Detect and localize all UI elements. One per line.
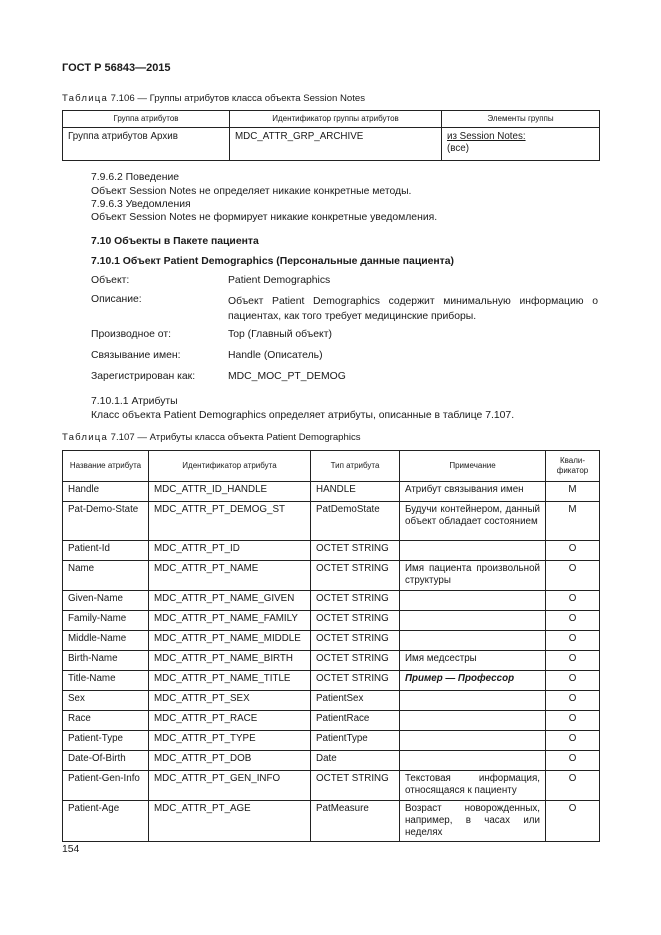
table-106-caption <box>62 93 365 104</box>
section-title: 7.9.6.3 Уведомления <box>91 199 191 210</box>
cell-qualifier: M <box>546 482 600 502</box>
cell-elements <box>442 128 600 161</box>
cell-qualifier: O <box>546 801 600 842</box>
page-number: 154 <box>62 844 80 855</box>
cell-attr-type: OCTET STRING <box>311 671 400 691</box>
table-row <box>63 751 600 771</box>
cell-qualifier: O <box>546 731 600 751</box>
table-row <box>63 482 600 502</box>
column-header: Идентификатор группы атрибутов <box>230 111 442 128</box>
table-row <box>63 502 600 541</box>
section-title: 7.9.6.2 Поведение <box>91 172 180 183</box>
cell-attr-id: MDC_ATTR_PT_RACE <box>149 711 311 731</box>
cell-attr-name: Name <box>63 561 149 591</box>
cell-attr-name: Patient-Type <box>63 731 149 751</box>
cell-note: Возраст новорожденных, например, в часах или неделях <box>400 801 546 842</box>
cell-attr-id: MDC_ATTR_PT_AGE <box>149 801 311 842</box>
cell-attr-name: Patient-Age <box>63 801 149 842</box>
column-header: Элементы группы <box>442 111 600 128</box>
cell-attr-type: PatientRace <box>311 711 400 731</box>
table-row <box>63 631 600 651</box>
table-row <box>63 691 600 711</box>
cell-attr-name: Title-Name <box>63 671 149 691</box>
cell-note: Имя пациента произвольной структуры <box>400 561 546 591</box>
table-row <box>63 128 600 161</box>
cell-attr-id: MDC_ATTR_PT_NAME_BIRTH <box>149 651 311 671</box>
paragraph: Объект Session Notes не определяет никакие конкретные методы. <box>91 186 412 197</box>
cell-attr-id: MDC_ATTR_PT_DOB <box>149 751 311 771</box>
table-row <box>63 671 600 691</box>
prop-label: Связывание имен: <box>91 350 181 361</box>
caption-prefix: Таблица <box>62 93 109 104</box>
cell-attr-name: Handle <box>63 482 149 502</box>
cell-attr-type: OCTET STRING <box>311 771 400 801</box>
cell-note <box>400 591 546 611</box>
cell-qualifier: O <box>546 671 600 691</box>
cell-attr-id: MDC_ATTR_PT_NAME <box>149 561 311 591</box>
cell-attr-type: PatMeasure <box>311 801 400 842</box>
cell-qualifier: O <box>546 691 600 711</box>
cell-qualifier: O <box>546 541 600 561</box>
cell-note <box>400 631 546 651</box>
cell-qualifier: O <box>546 651 600 671</box>
cell-qualifier: M <box>546 502 600 541</box>
cell-note: Пример — Профессор <box>400 671 546 691</box>
cell-attr-name: Middle-Name <box>63 631 149 651</box>
section-heading: 7.10 Объекты в Пакете пациента <box>91 236 259 247</box>
cell-qualifier: O <box>546 711 600 731</box>
cell-attr-id: MDC_ATTR_PT_NAME_MIDDLE <box>149 631 311 651</box>
caption-prefix: Таблица <box>62 432 109 443</box>
cell-qualifier: O <box>546 611 600 631</box>
cell-attr-name: Patient-Id <box>63 541 149 561</box>
caption-text: 7.107 — Атрибуты класса объекта Patient Demographics <box>108 432 361 443</box>
column-header: Примечание <box>400 451 546 482</box>
table-header-row <box>63 111 600 128</box>
table-107-caption <box>62 432 361 443</box>
cell-note <box>400 541 546 561</box>
cell-attr-type: PatientSex <box>311 691 400 711</box>
table-row <box>63 591 600 611</box>
cell-attr-name: Sex <box>63 691 149 711</box>
cell-note <box>400 731 546 751</box>
cell-qualifier: O <box>546 751 600 771</box>
cell-attr-id: MDC_ATTR_PT_ID <box>149 541 311 561</box>
prop-value: Объект Patient Demographics содержит минимальную информацию о пациентах, как того требует медицинские приборы. <box>228 296 598 322</box>
table-107 <box>62 450 600 842</box>
prop-value: MDC_MOC_PT_DEMOG <box>228 371 346 382</box>
cell-attr-type: PatDemoState <box>311 502 400 541</box>
table-row <box>63 561 600 591</box>
cell-attr-id: MDC_ATTR_PT_GEN_INFO <box>149 771 311 801</box>
table-row <box>63 771 600 801</box>
cell-attr-id: MDC_ATTR_PT_DEMOG_ST <box>149 502 311 541</box>
column-header: Название атрибута <box>63 451 149 482</box>
cell-note <box>400 711 546 731</box>
prop-label: Производное от: <box>91 329 171 340</box>
cell-qualifier: O <box>546 591 600 611</box>
cell-note <box>400 611 546 631</box>
table-row <box>63 541 600 561</box>
cell-note: Текстовая информация, относящаяся к пациенту <box>400 771 546 801</box>
cell-note <box>400 751 546 771</box>
cell-attr-name: Date-Of-Birth <box>63 751 149 771</box>
table-header-row <box>63 451 600 482</box>
cell-id: MDC_ATTR_GRP_ARCHIVE <box>230 128 442 161</box>
cell-attr-name: Pat-Demo-State <box>63 502 149 541</box>
cell-qualifier: O <box>546 631 600 651</box>
cell-attr-name: Patient-Gen-Info <box>63 771 149 801</box>
cell-attr-name: Birth-Name <box>63 651 149 671</box>
cell-attr-id: MDC_ATTR_PT_NAME_GIVEN <box>149 591 311 611</box>
column-header: Группа атрибутов <box>63 111 230 128</box>
prop-label: Объект: <box>91 275 130 286</box>
caption-text: 7.106 — Группы атрибутов класса объекта Session Notes <box>108 93 366 104</box>
cell-attr-type: OCTET STRING <box>311 631 400 651</box>
cell-qualifier: O <box>546 561 600 591</box>
paragraph: Класс объекта Patient Demographics определяет атрибуты, описанные в таблице 7.107. <box>91 410 515 421</box>
prop-value: Handle (Описатель) <box>228 350 323 361</box>
table-row <box>63 731 600 751</box>
cell-note: Будучи контейнером, данный объект обладает состоянием <box>400 502 546 541</box>
table-row <box>63 611 600 631</box>
elements-link: из Session Notes: <box>447 131 526 142</box>
prop-label: Зарегистрирован как: <box>91 371 196 382</box>
cell-attr-id: MDC_ATTR_PT_NAME_TITLE <box>149 671 311 691</box>
cell-qualifier: O <box>546 771 600 801</box>
table-row <box>63 711 600 731</box>
prop-value: Top (Главный объект) <box>228 329 332 340</box>
cell-attr-type: OCTET STRING <box>311 611 400 631</box>
table-row <box>63 651 600 671</box>
cell-attr-type: OCTET STRING <box>311 541 400 561</box>
section-title: 7.10.1.1 Атрибуты <box>91 396 178 407</box>
cell-attr-id: MDC_ATTR_PT_NAME_FAMILY <box>149 611 311 631</box>
table-row <box>63 801 600 842</box>
cell-attr-name: Given-Name <box>63 591 149 611</box>
cell-attr-type: PatientType <box>311 731 400 751</box>
paragraph: Объект Session Notes не формирует никакие конкретные уведомления. <box>91 212 438 223</box>
cell-attr-type: OCTET STRING <box>311 561 400 591</box>
cell-attr-type: HANDLE <box>311 482 400 502</box>
cell-attr-type: Date <box>311 751 400 771</box>
prop-value: Patient Demographics <box>228 275 331 286</box>
section-heading: 7.10.1 Объект Patient Demographics (Персональные данные пациента) <box>91 256 454 267</box>
cell-note: Имя медсестры <box>400 651 546 671</box>
table-106 <box>62 110 600 161</box>
cell-note <box>400 691 546 711</box>
prop-label: Описание: <box>91 294 142 305</box>
elements-rest: (все) <box>447 143 469 154</box>
cell-group: Группа атрибутов Архив <box>63 128 230 161</box>
cell-attr-id: MDC_ATTR_PT_SEX <box>149 691 311 711</box>
column-header: Квали-фикатор <box>546 451 600 482</box>
cell-attr-type: OCTET STRING <box>311 651 400 671</box>
column-header: Тип атрибута <box>311 451 400 482</box>
cell-attr-name: Family-Name <box>63 611 149 631</box>
cell-attr-id: MDC_ATTR_ID_HANDLE <box>149 482 311 502</box>
cell-attr-id: MDC_ATTR_PT_TYPE <box>149 731 311 751</box>
cell-attr-type: OCTET STRING <box>311 591 400 611</box>
document-id: ГОСТ Р 56843—2015 <box>62 62 171 74</box>
column-header: Идентификатор атрибута <box>149 451 311 482</box>
cell-note: Атрибут связывания имен <box>400 482 546 502</box>
cell-attr-name: Race <box>63 711 149 731</box>
